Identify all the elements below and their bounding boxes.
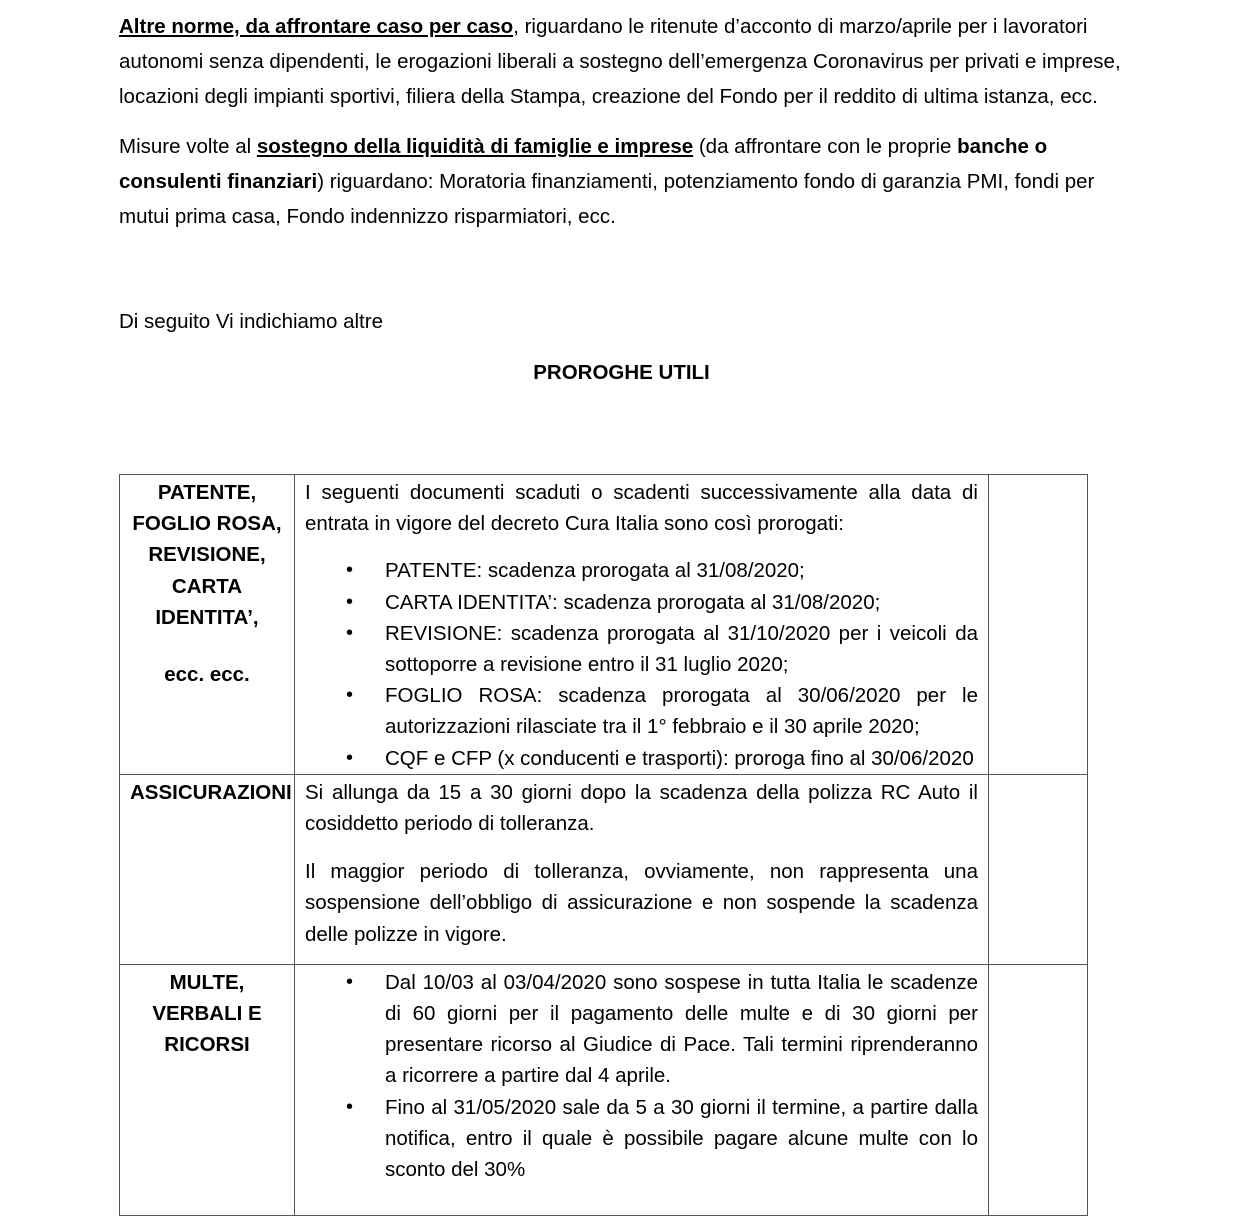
liquidity-middle: (da affrontare con le proprie [693,135,958,158]
bullet-icon: • [346,970,354,993]
label-line: MULTE, [169,970,245,994]
other-norms-text: , riguardano le ritenute d’acconto di marzo/aprile per i lavoratori autonomi senza dipendenti, le erogazioni liberali a sostegno dell’emergenza Coronavirus per privati e imprese, locazioni degli impianti sportivi, filiera della Stampa, creazione del Fondo per il reddito di ultima istanza, ecc. [119,15,1121,108]
table-row [120,774,1088,964]
row-label-insurance: ASSICURAZIONI [120,774,295,964]
empty-cell [989,774,1088,964]
label-line: RICORSI [164,1033,250,1057]
label-line: PATENTE, [157,481,257,504]
list-item-text: REVISIONE: scadenza prorogata al 31/10/2020 per i veicoli da sottoporre a revisione entro il 31 luglio 2020; [385,621,978,677]
list-item [305,680,978,742]
bullet-icon: • [346,1095,354,1118]
row-content-fines [295,964,989,1215]
bullet-icon: • [346,746,354,769]
liquidity-bold: banche o consulenti finanziari [119,135,1048,193]
paragraph-liquidity-measures [119,129,1124,234]
table-row [120,964,1088,1215]
label-line: REVISIONE, [148,543,266,567]
label-line: CARTA [171,574,243,598]
label-line: FOGLIO ROSA, [132,512,282,536]
section-heading: PROROGHE UTILI [533,361,710,384]
list-item-text: CQF e CFP (x conducenti e trasporti): proroga fino al 30/06/2020 [385,746,974,770]
insurance-paragraph: Il maggior periodo di tolleranza, ovviamente, non rappresenta una sospensione dell’obbligo di assicurazione e non sospende la scadenza delle polizze in vigore. [305,860,978,946]
row-label-fines [120,964,295,1215]
liquidity-start: Misure volte al [119,135,257,158]
document-body [119,9,1124,390]
documents-intro: I seguenti documenti scaduti o scadenti successivamente alla data di entrata in vigore del decreto Cura Italia sono così prorogati: [305,481,978,536]
list-item [305,618,978,680]
label-line: IDENTITA’, [155,605,259,629]
list-item [305,587,978,618]
fines-bullet-list [305,967,978,1185]
intro-line: Di seguito Vi indichiamo altre [119,310,383,333]
list-item [305,743,978,774]
paragraph-other-norms [119,9,1124,114]
row-content-insurance [295,774,989,964]
empty-cell [989,475,1088,775]
label-line: VERBALI E [152,1002,262,1026]
list-item-text: FOGLIO ROSA: scadenza prorogata al 30/06/2020 per le autorizzazioni rilasciate tra il 1° febbraio e il 30 aprile 2020; [385,684,978,739]
insurance-paragraph: Si allunga da 15 a 30 giorni dopo la scadenza della polizza RC Auto il cosiddetto periodo di tolleranza. [305,780,978,836]
row-label-documents [120,475,295,775]
table-row [120,475,1088,775]
liquidity-rest: ) riguardano: Moratoria finanziamenti, potenziamento fondo di garanzia PMI, fondi per mutui prima casa, Fondo indennizzo risparmiatori, ecc. [119,170,1095,228]
list-item-text: PATENTE: scadenza prorogata al 31/08/2020; [385,559,805,583]
list-item-text: Fino al 31/05/2020 sale da 5 a 30 giorni il termine, a partire dalla notifica, entro il quale è possibile pagare alcune multe con lo sconto del 30% [385,1095,978,1182]
bullet-icon: • [346,684,354,707]
list-item-text: CARTA IDENTITA’: scadenza prorogata al 31/08/2020; [385,590,881,614]
row-content-documents [295,475,989,775]
label-line: ecc. ecc. [164,663,250,687]
list-item [305,1092,978,1186]
bullet-icon: • [346,621,354,644]
bullet-icon: • [346,559,354,582]
extensions-table [119,474,1088,1216]
bullet-icon: • [346,590,354,613]
list-item-text: Dal 10/03 al 03/04/2020 sono sospese in tutta Italia le scadenze di 60 giorni per il pagamento delle multe e di 30 giorni per presentare ricorso al Giudice di Pace. Tali termini riprenderanno a ricorrere a partire dal 4 aprile. [385,970,978,1088]
list-item [305,555,978,586]
list-item [305,967,978,1092]
empty-cell [989,964,1088,1215]
other-norms-lead: Altre norme, da affrontare caso per caso [119,15,514,38]
documents-bullet-list [305,555,978,773]
liquidity-underlined: sostegno della liquidità di famiglie e imprese [256,135,694,158]
